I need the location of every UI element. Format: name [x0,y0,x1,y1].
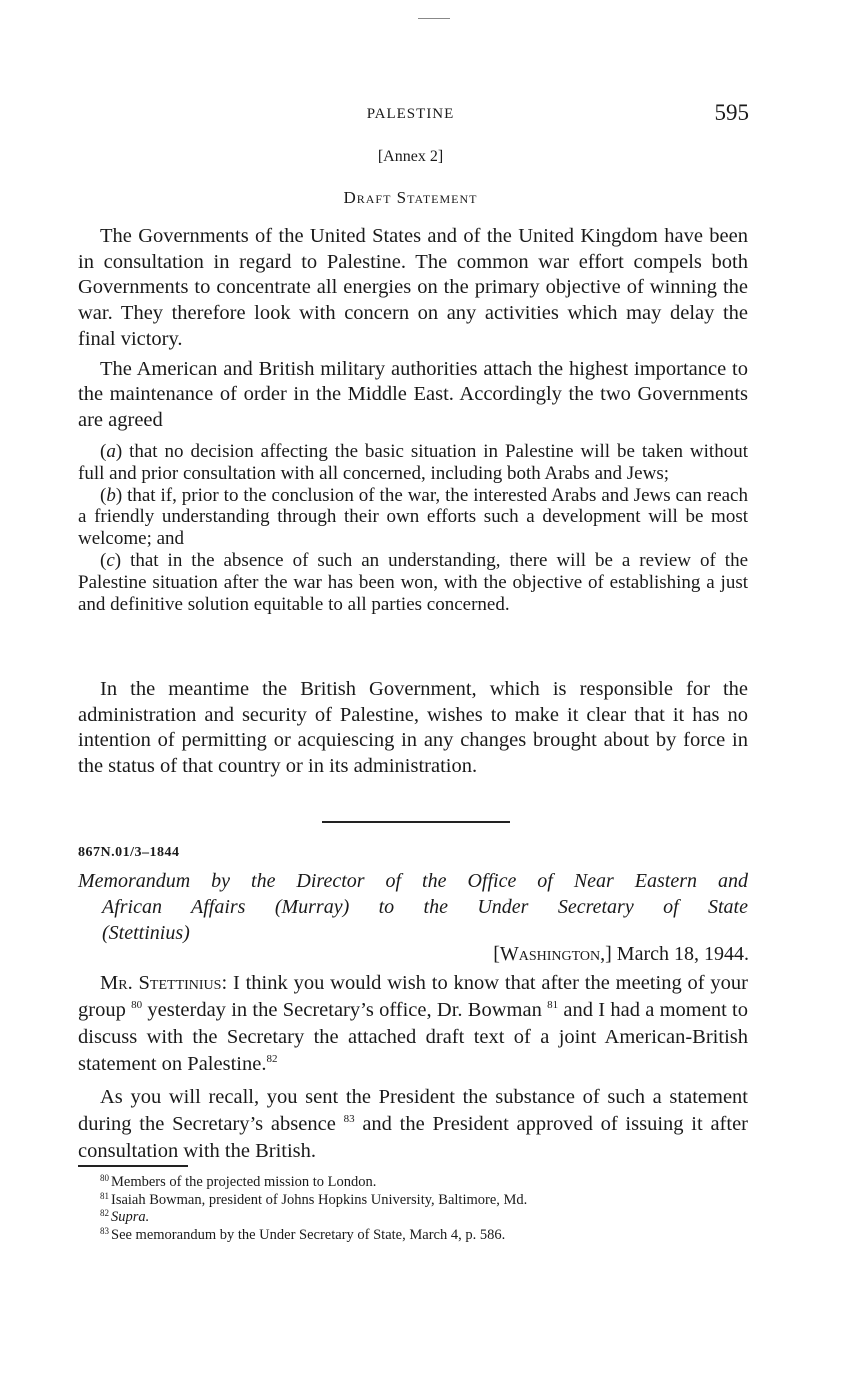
memo-body [78,970,748,1165]
footnote-text: Isaiah Bowman, president of Johns Hopkins University, Baltimore, Md. [111,1191,528,1208]
memo-p2-text-b: and the President approved of issuing it after consultation with the British. [78,1113,748,1162]
memo-title-line-3: (Stettinius) [102,922,190,944]
memo-salutation: Mr. Stettinius [100,972,222,994]
memo-title-line-1: Memorandum by the Director of the Office of Near Eastern and [78,870,748,892]
condition-a-label: a [106,441,116,462]
section-divider [322,821,510,823]
footnote-text: See memorandum by the Under Secretary of State, March 4, p. 586. [111,1226,506,1243]
memo-p1-text-a: : I think you would wish to know that after the meeting of your group [78,972,748,1021]
footnote-number: 81 [100,1190,109,1201]
condition-b-label: b [106,484,116,506]
memo-p2-text-a: As you will recall, you sent the President the substance of such a statement during the Secretary’s absence [78,1086,748,1135]
draft-closing [78,677,748,780]
footnote-81 [78,1192,758,1210]
draft-conditions [78,441,748,615]
footnote-ref-81: 81 [547,999,559,1011]
memo-p1-text-b: yesterday in the Secretary’s office, Dr. Bowman [142,999,548,1021]
footnote-number: 83 [100,1225,109,1236]
footnote-ref-83: 83 [343,1113,355,1125]
draft-intro [78,224,748,434]
condition-c: (c) that in the absence of such an understanding, there will be a review of the Palestine situation after the war has been won, with the objective of establishing a just and definitive solution equitable to all parties concerned. [78,549,748,615]
memo-title-line-2: African Affairs (Murray) to the Under Secretary of State [102,896,748,918]
condition-c-text: that in the absence of such an understanding, there will be a review of the Palestine situation after the war has been won, with the objective of establishing a just and definitive solution equitable to all parties concerned. [78,549,748,615]
footnotes [78,1174,758,1244]
footnote-number: 82 [100,1208,109,1218]
section-heading: Draft Statement [343,188,478,207]
footnote-83 [78,1227,758,1245]
memo-paragraph-2 [78,1084,748,1165]
condition-c-label: c [106,549,115,571]
draft-paragraph-2: The American and British military authorities attach the highest importance to the maintenance of order in the Middle East. Accordingly the two Governments are agreed [78,357,748,431]
condition-b: (b) that if, prior to the conclusion of the war, the interested Arabs and Jews can reach a friendly understanding through their own efforts such a development will be most welcome; and [78,484,748,550]
running-title: PALESTINE [366,106,455,122]
page-number: 595 [714,100,749,125]
draft-paragraph-1: The Governments of the United States and of the United Kingdom have been in consultation in regard to Palestine. The common war effort compels both Governments to concentrate all energies on the primary objective of winning the war. They therefore look with concern on any activities which may delay the final victory. [78,225,748,350]
condition-a-text: that no decision affecting the basic situation in Palestine will be taken without full and prior consultation with all concerned, including both Arabs and Jews; [78,441,748,484]
footnote-82 [78,1209,758,1227]
memo-paragraph-1 [78,970,748,1078]
footnote-ref-82: 82 [266,1053,278,1065]
dateline [493,943,749,966]
dateline-place: [Washington,] [493,943,612,965]
dateline-date: March 18, 1944. [611,943,749,965]
annex-label: [Annex 2] [377,148,444,165]
footnote-ref-80: 80 [131,999,143,1011]
memo-p1-text-c: and I had a moment to discuss with the Secretary the attached draft text of a joint American-British statement on Palestine. [78,999,749,1075]
footnote-80 [78,1174,758,1192]
footnote-divider [78,1165,188,1167]
condition-b-text: that if, prior to the conclusion of the war, the interested Arabs and Jews can reach a friendly understanding through their own efforts such a development will be most welcome; and [78,484,748,550]
top-mark [418,18,450,19]
footnote-text: Members of the projected mission to London. [111,1174,377,1190]
memo-title [78,868,748,946]
footnote-number: 80 [100,1173,109,1183]
file-reference: 867N.01/3–1844 [78,845,180,860]
condition-a: (a) that no decision affecting the basic situation in Palestine will be taken without full and prior consultation with all concerned, including both Arabs and Jews; [78,441,748,484]
draft-paragraph-3: In the meantime the British Government, which is responsible for the administration and security of Palestine, wishes to make it clear that it has no intention of permitting or acquiescing in any changes brought about by force in the status of that country or in its administration. [78,678,748,778]
footnote-text: Supra. [111,1209,150,1225]
